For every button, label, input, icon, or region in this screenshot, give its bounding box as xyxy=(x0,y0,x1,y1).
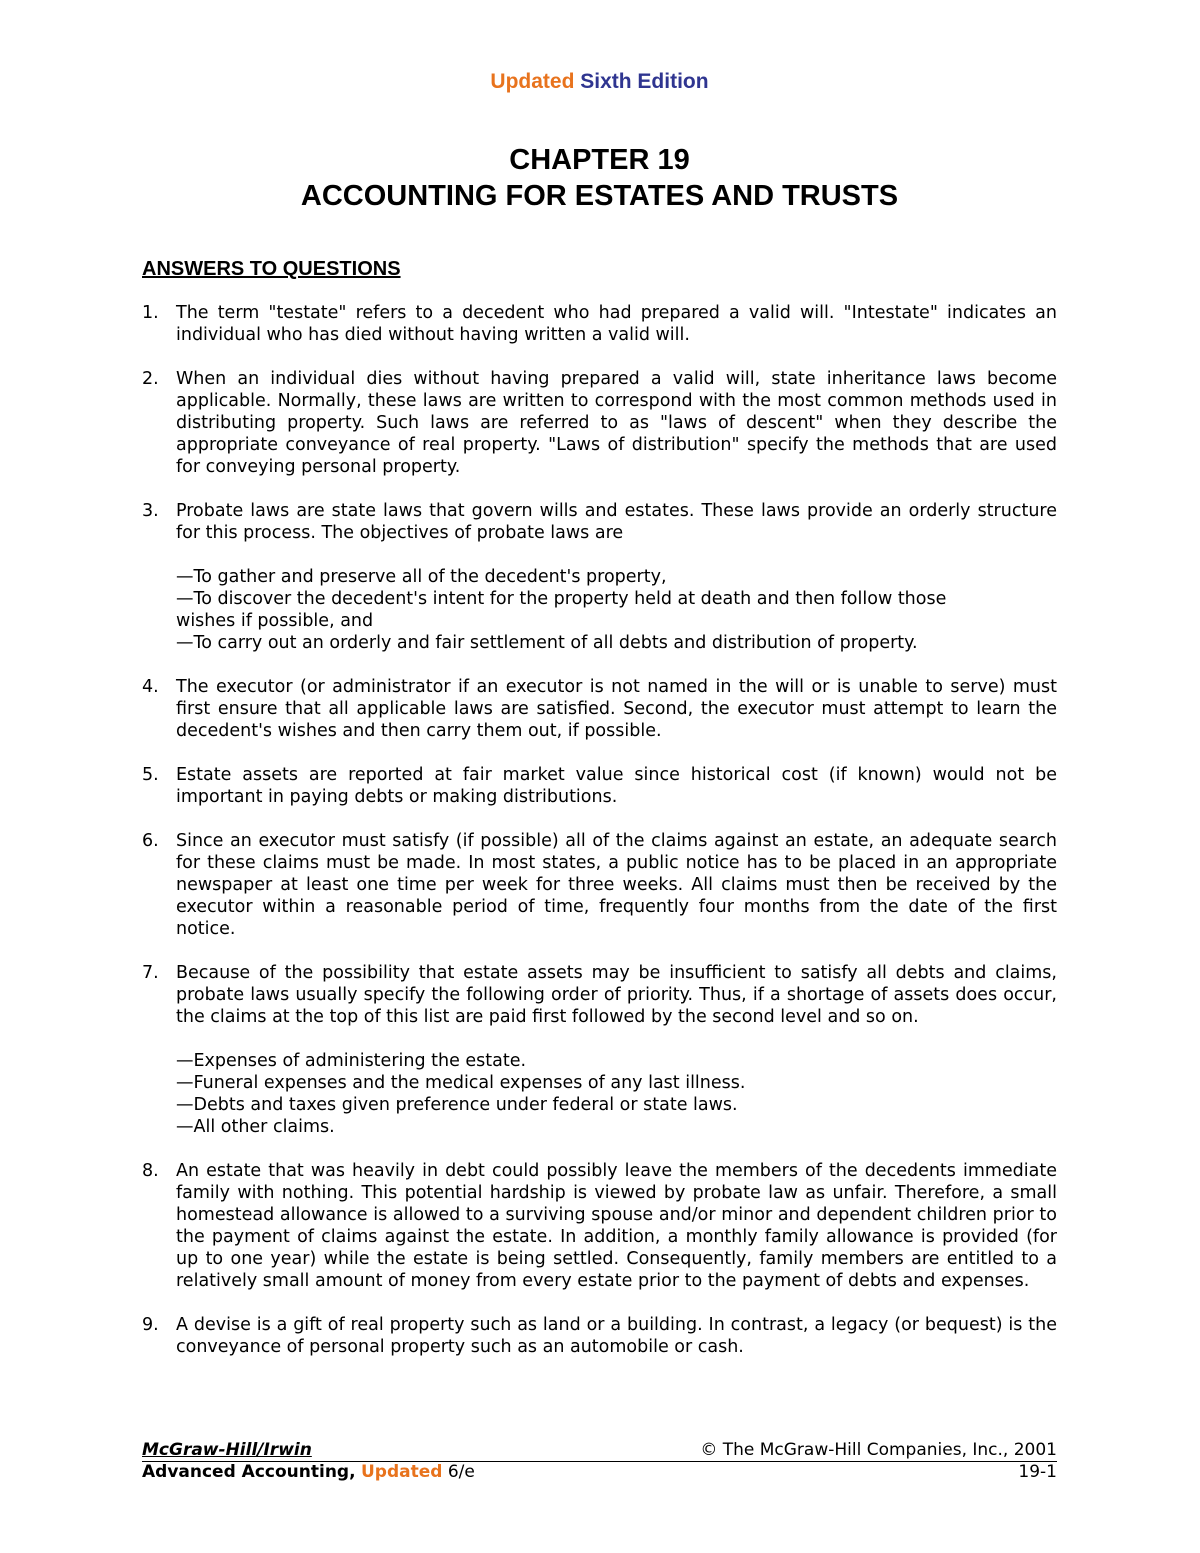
answer-item xyxy=(142,1160,1057,1292)
chapter-heading xyxy=(142,142,1057,214)
answer-item xyxy=(142,830,1057,940)
chapter-number: CHAPTER 19 xyxy=(509,144,690,176)
priority-item: —Debts and taxes given preference under federal or state laws. xyxy=(176,1095,738,1115)
answer-text: Since an executor must satisfy (if possible) all of the claims against an estate, an adequate search for these claims must be made. In most states, a public notice has to be placed in an appropriate newspaper at least one time per week for three weeks. All claims must then be received by the executor within a reasonable period of time, frequently four months from the date of the first notice. xyxy=(176,831,1057,939)
answer-number: 5. xyxy=(142,765,159,785)
edition-name: Sixth Edition xyxy=(580,70,709,93)
answer-text: Because of the possibility that estate assets may be insufficient to satisfy all debts and claims, probate laws usually specify the following order of priority. Thus, if a shortage of assets does occur, the claims at the top of this list are paid first followed by the second level and so on. xyxy=(176,963,1057,1027)
priority-item: —All other claims. xyxy=(176,1117,335,1137)
answer-item xyxy=(142,676,1057,742)
answer-number: 2. xyxy=(142,369,159,389)
answer-number: 4. xyxy=(142,677,159,697)
objective-item: —To carry out an orderly and fair settlement of all debts and distribution of property. xyxy=(176,633,918,653)
footer-book-title: Advanced Accounting, xyxy=(142,1462,356,1482)
objective-item: —To discover the decedent's intent for the property held at death and then follow those xyxy=(176,589,947,609)
page-footer xyxy=(142,1440,1057,1483)
answer-number: 1. xyxy=(142,303,159,323)
edition-banner xyxy=(142,70,1057,94)
answer-text: Probate laws are state laws that govern wills and estates. These laws provide an orderly structure for this process. The objectives of probate laws are xyxy=(176,501,1057,543)
answer-item xyxy=(142,368,1057,478)
answer-item xyxy=(142,500,1057,654)
answer-text: The executor (or administrator if an executor is not named in the will or is unable to serve) must first ensure that all applicable laws are satisfied. Second, the executor must attempt to learn the decedent's wishes and then carry them out, if possible. xyxy=(176,677,1057,741)
document-page xyxy=(142,0,1057,1553)
answer-item xyxy=(142,1314,1057,1358)
answer-item xyxy=(142,962,1057,1138)
edition-updated: Updated xyxy=(490,70,575,93)
answer-number: 7. xyxy=(142,963,159,983)
footer-copyright: © The McGraw-Hill Companies, Inc., 2001 xyxy=(700,1440,1057,1460)
footer-book-edition: 6/e xyxy=(447,1462,475,1482)
chapter-title: ACCOUNTING FOR ESTATES AND TRUSTS xyxy=(300,180,899,212)
priority-item: —Funeral expenses and the medical expenses of any last illness. xyxy=(176,1073,746,1093)
priority-item: —Expenses of administering the estate. xyxy=(176,1051,527,1071)
answer-item xyxy=(142,764,1057,808)
answer-text: Estate assets are reported at fair market value since historical cost (if known) would not be important in paying debts or making distributions. xyxy=(176,765,1057,807)
section-title: ANSWERS TO QUESTIONS xyxy=(142,258,401,280)
answer-text: An estate that was heavily in debt could possibly leave the members of the decedents immediate family with nothing. This potential hardship is viewed by probate law as unfair. Therefore, a small homestead allowance is allowed to a surviving spouse and/or minor and dependent children prior to the payment of claims against the estate. In addition, a monthly family allowance is provided (for up to one year) while the estate is being settled. Consequently, family members are entitled to a relatively small amount of money from every estate prior to the payment of debts and expenses. xyxy=(176,1161,1057,1291)
answer-text: When an individual dies without having prepared a valid will, state inheritance laws become applicable. Normally, these laws are written to correspond with the most common methods used in distributing property. Such laws are referred to as "laws of descent" when they describe the appropriate conveyance of real property. "Laws of distribution" specify the methods that are used for conveying personal property. xyxy=(176,369,1057,477)
answer-number: 9. xyxy=(142,1315,159,1335)
answer-number: 6. xyxy=(142,831,159,851)
answer-text: A devise is a gift of real property such as land or a building. In contrast, a legacy (or bequest) is the conveyance of personal property such as an automobile or cash. xyxy=(176,1315,1057,1357)
answer-number: 3. xyxy=(142,501,159,521)
footer-book-updated: Updated xyxy=(360,1462,443,1482)
answers-list xyxy=(142,302,1057,1380)
answer-text: The term "testate" refers to a decedent who had prepared a valid will. "Intestate" indicates an individual who has died without having written a valid will. xyxy=(176,303,1057,345)
footer-publisher: McGraw-Hill/Irwin xyxy=(142,1440,312,1460)
footer-page-number: 19-1 xyxy=(1018,1462,1057,1482)
answer-number: 8. xyxy=(142,1161,159,1181)
answer-item xyxy=(142,302,1057,346)
objective-item: —To gather and preserve all of the decedent's property, xyxy=(176,567,667,587)
objective-item-continued: wishes if possible, and xyxy=(176,611,374,631)
